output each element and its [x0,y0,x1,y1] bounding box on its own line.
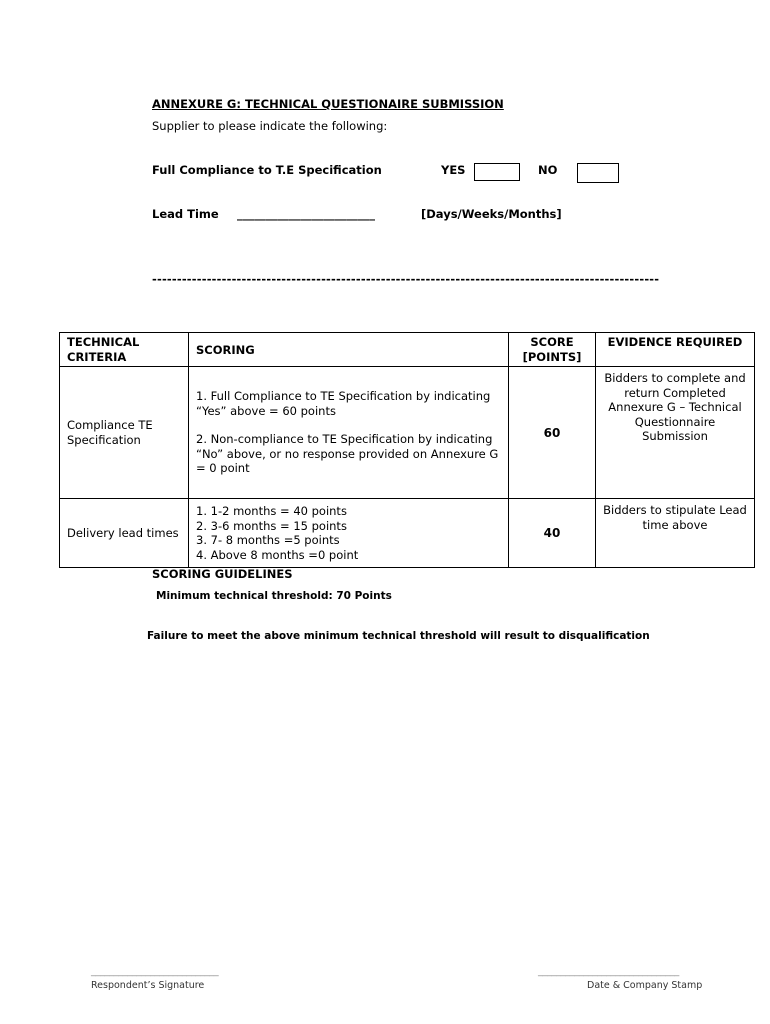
criteria-line: Specification [67,432,141,447]
table-header-row [60,333,755,367]
disqualification-note: Failure to meet the above minimum technical threshold will result to disqualification [147,630,650,642]
score-value: 60 [509,367,596,499]
evidence-cell [596,499,755,568]
header-criteria-line: TECHNICAL [67,335,140,349]
header-scoring: SCORING [189,333,509,367]
separator-line: ------------------------------------------------------------------------------------------------------ [152,272,660,286]
evidence-line: Bidders to stipulate Lead [603,503,747,517]
header-score-line: [POINTS] [522,349,582,364]
evidence-line: return Completed [624,385,726,400]
score-value: 40 [509,499,596,568]
evidence-line: Bidders to complete and [604,371,746,385]
no-label: NO [538,163,558,177]
criteria-cell: Delivery lead times [60,499,189,568]
table-row [60,499,755,568]
stamp-label: Date & Company Stamp [587,980,703,991]
header-technical-criteria [60,333,189,367]
yes-label: YES [441,163,466,177]
evidence-cell [596,367,755,499]
lead-time-label: Lead Time [152,207,219,221]
scoring-cell [189,499,509,568]
stamp-line[interactable]: _______________________________ [538,966,680,977]
table-row [60,367,755,499]
signature-label: Respondent’s Signature [91,980,205,991]
document-title: ANNEXURE G: TECHNICAL QUESTIONAIRE SUBMISSION [152,97,504,111]
scoring-line: “Yes” above = 60 points [196,403,336,418]
scoring-line: 4. Above 8 months =0 point [196,547,359,562]
scoring-line: “No” above, or no response provided on Annexure G [196,446,499,461]
criteria-table [59,332,755,568]
scoring-cell [189,367,509,499]
scoring-line: = 0 point [196,461,250,476]
scoring-line: 2. Non-compliance to TE Specification by indicating [196,432,493,447]
header-evidence-required: EVIDENCE REQUIRED [596,333,755,367]
scoring-line: 1. Full Compliance to TE Specification by indicating [196,389,491,404]
scoring-line: 2. 3-6 months = 15 points [196,518,347,533]
evidence-line: Annexure G – Technical [608,400,742,414]
header-score-line: SCORE [530,335,574,349]
minimum-threshold: Minimum technical threshold: 70 Points [156,590,392,602]
header-score-points [509,333,596,367]
evidence-line: Questionnaire [634,414,716,429]
criteria-line: Compliance TE [67,418,153,432]
lead-time-units: [Days/Weeks/Months] [421,207,562,221]
yes-checkbox[interactable] [474,163,520,181]
criteria-cell [60,367,189,499]
compliance-label: Full Compliance to T.E Specification [152,163,382,177]
scoring-line: 1. 1-2 months = 40 points [196,504,347,518]
scoring-line: 3. 7- 8 months =5 points [196,533,340,547]
header-criteria-line: CRITERIA [67,349,127,364]
evidence-line: Submission [642,429,708,443]
lead-time-blank[interactable]: ________________________ [237,207,375,221]
evidence-line: time above [642,517,708,532]
no-checkbox[interactable] [577,163,619,183]
scoring-guidelines-heading: SCORING GUIDELINES [152,567,293,581]
signature-line[interactable]: ____________________________ [91,966,219,977]
intro-text: Supplier to please indicate the following: [152,119,388,133]
